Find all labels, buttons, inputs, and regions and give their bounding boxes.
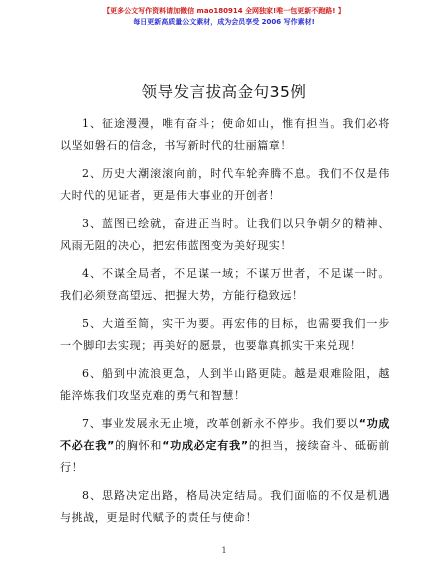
paragraph-text: 征途漫漫，唯有奋斗；使命如山，惟有担当。我们必将以坚如磐石的信念，书写新时代的壮丽篇章！ (60, 117, 390, 152)
document-body (60, 113, 390, 535)
paragraph-text: 不谋全局者，不足谋一域；不谋万世者，不足谋一时。我们必须登高望远、把握大势，方能行稳致远！ (60, 267, 390, 302)
paragraph-number: 4、 (82, 267, 103, 280)
paragraph-number: 5、 (82, 317, 103, 330)
promo-banner (0, 6, 448, 28)
paragraph-3 (60, 213, 390, 257)
paragraph-7 (60, 413, 390, 479)
paragraph-4 (60, 263, 390, 307)
paragraph-number: 8、 (82, 489, 103, 502)
page-number: 1 (221, 546, 227, 555)
promo-banner-line-red: 【更多公文写作资料请加微信 mao180914 全网独家!唯一包更新不跑路! 】 (103, 7, 345, 15)
paragraph-text: 历史大潮滚滚向前，时代车轮奔腾不息。我们不仅是伟大时代的见证者，更是伟大事业的开创者！ (60, 167, 390, 202)
paragraph-number: 6、 (82, 367, 103, 380)
emphasis-phrase: “功成不必在我” (60, 417, 391, 452)
paragraph-text: 的胸怀和 (114, 439, 163, 452)
emphasis-phrase: “功成必定有我” (162, 439, 249, 452)
paragraph-text: 大道至简，实干为要。再宏伟的目标，也需要我们一步一个脚印去实现；再美好的愿景，也要靠真抓实干来兑现！ (60, 317, 390, 352)
document-title: 领导发言拔高金句35例 (141, 83, 307, 101)
paragraph-8 (60, 485, 390, 529)
paragraph-text: 思路决定出路，格局决定结局。我们面临的不仅是机遇与挑战，更是时代赋予的责任与使命！ (60, 489, 390, 524)
paragraph-6 (60, 363, 390, 407)
paragraph-number: 2、 (82, 167, 103, 180)
paragraph-number: 1、 (82, 117, 103, 130)
paragraph-text: 的担当，接续奋斗、砥砺前行！ (60, 439, 390, 474)
paragraph-5 (60, 313, 390, 357)
paragraph-1 (60, 113, 390, 157)
paragraph-number: 3、 (82, 217, 103, 230)
paragraph-text: 船到中流浪更急，人到半山路更陡。越是艰难险阻，越能淬炼我们攻坚克难的勇气和智慧！ (60, 367, 390, 402)
paragraph-number: 7、 (82, 417, 102, 430)
paragraph-text: 事业发展永无止境，改革创新永不停步。我们要以 (101, 417, 359, 430)
paragraph-2 (60, 163, 390, 207)
paragraph-text: 蓝图已绘就，奋进正当时。让我们以只争朝夕的精神、风雨无阻的决心，把宏伟蓝图变为美好现实！ (60, 217, 390, 252)
promo-banner-line-blue: 每日更新高质量公文素材，成为会员享受 2006 写作素材! (133, 18, 315, 26)
